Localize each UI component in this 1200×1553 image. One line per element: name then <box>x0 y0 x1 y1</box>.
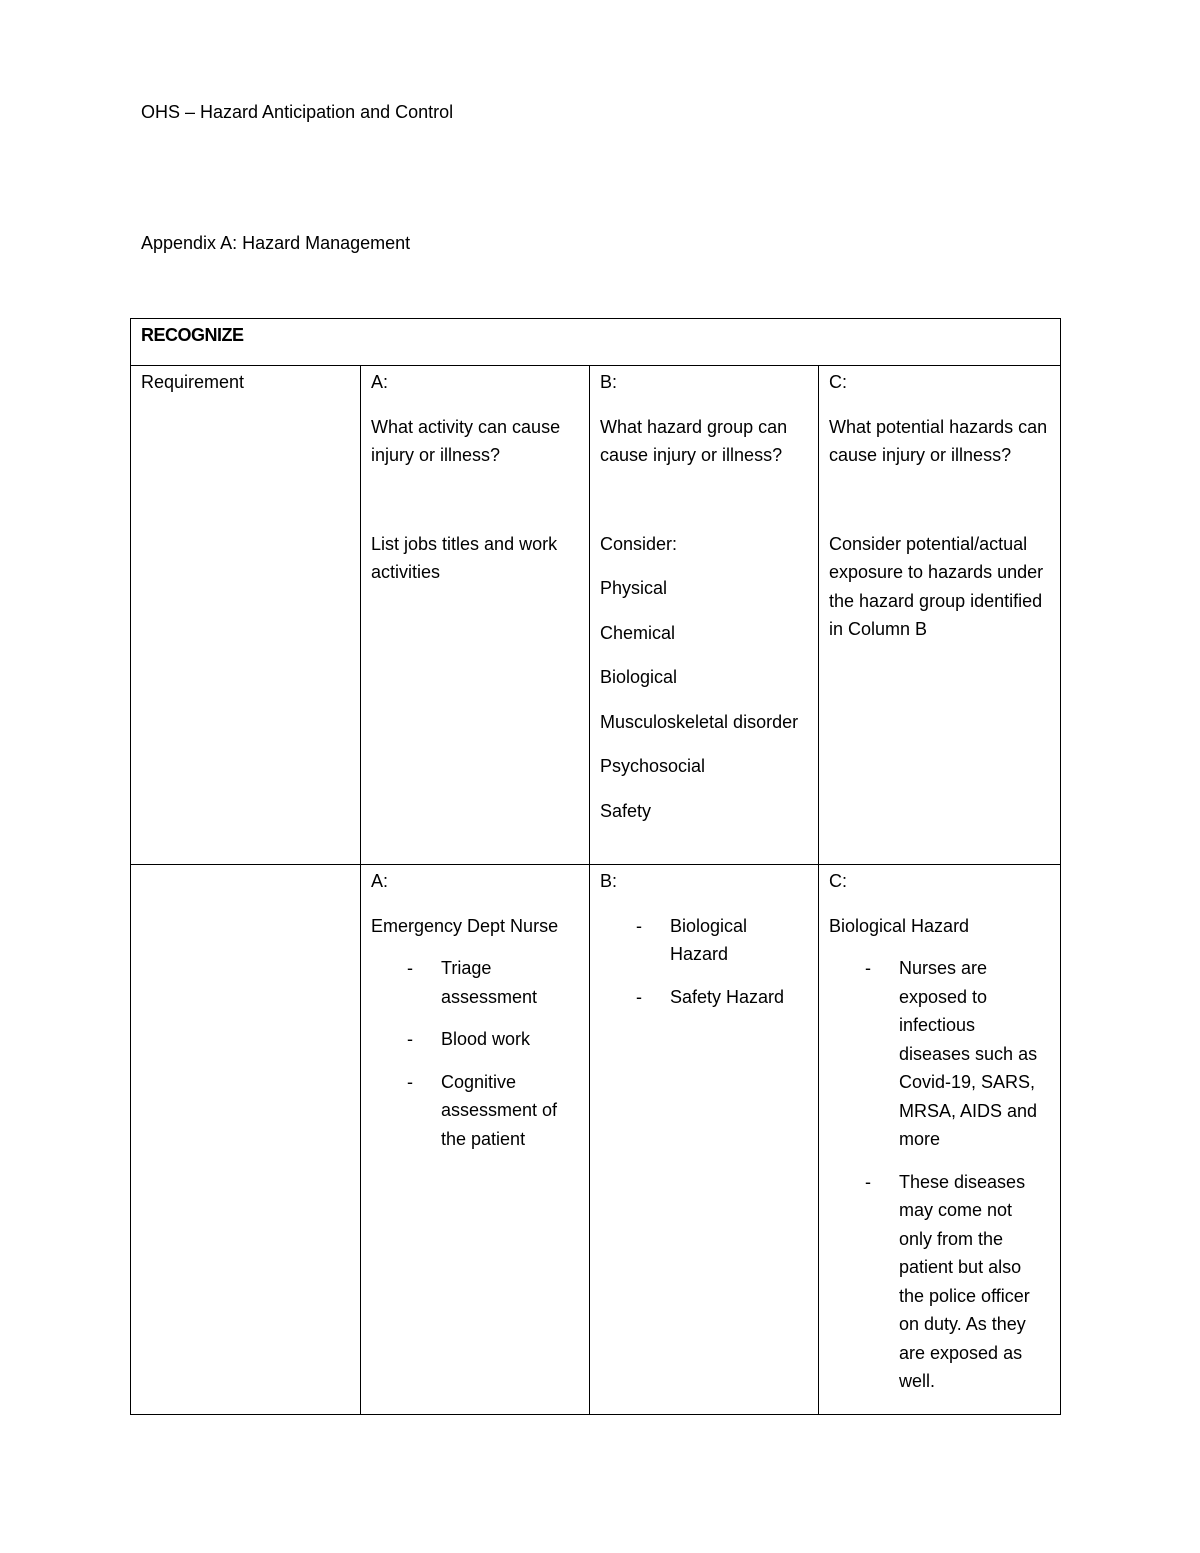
hazard-group-item: Psychosocial <box>600 756 706 776</box>
answer-col-c <box>819 865 1061 1415</box>
detail-text: These diseases may come not only from the patient but also the police officer on duty. As they are exposed as well. <box>899 1171 1030 1391</box>
hazard-group-item: Chemical <box>600 622 676 643</box>
hazard-title: Biological Hazard <box>829 915 970 936</box>
recognize-row <box>131 319 1061 366</box>
answer-col-a <box>361 865 590 1415</box>
answer-col-a-letter: A: <box>371 871 389 891</box>
col-b-letter: B: <box>600 372 618 392</box>
col-b-consider: Consider: <box>600 533 678 554</box>
recognize-cell <box>131 319 1061 366</box>
col-a-question: What activity can cause injury or illness? <box>371 416 561 465</box>
answer-col-c-letter: C: <box>829 871 847 891</box>
activity-text: Blood work <box>441 1029 531 1049</box>
hazard-text: Safety Hazard <box>670 986 785 1007</box>
list-item <box>600 983 808 1012</box>
hazard-list <box>600 912 808 1012</box>
hazard-group-item: Biological <box>600 667 678 687</box>
col-c-question: What potential hazards can cause injury or illness? <box>829 416 1048 465</box>
hazard-text: Biological Hazard <box>670 915 748 964</box>
job-title: Emergency Dept Nurse <box>371 915 559 936</box>
col-a-instruction: List jobs titles and work activities <box>371 533 558 582</box>
requirement-label: Requirement <box>141 372 245 392</box>
hazard-group-item: Physical <box>600 578 668 598</box>
list-item <box>371 1025 579 1054</box>
answer-col-b <box>590 865 819 1415</box>
col-a-letter: A: <box>371 372 389 392</box>
hazard-group-list <box>600 574 808 825</box>
activity-text: Cognitive assessment of the patient <box>441 1071 558 1149</box>
list-item <box>371 954 579 1011</box>
answer-label-cell <box>131 865 361 1415</box>
list-item <box>371 1068 579 1154</box>
document-title: OHS – Hazard Anticipation and Control <box>141 102 454 122</box>
col-c-instruction: Consider potential/actual exposure to hazards under the hazard group identified in Column B <box>829 533 1044 639</box>
list-item <box>600 912 808 969</box>
appendix-title: Appendix A: Hazard Management <box>141 233 411 253</box>
dash-bullet-icon: - <box>865 1171 871 1192</box>
requirement-col-b <box>590 366 819 865</box>
dash-bullet-icon: - <box>636 915 642 936</box>
requirement-col-a <box>361 366 590 865</box>
list-item <box>829 1168 1050 1396</box>
requirement-col-c <box>819 366 1061 865</box>
answer-col-b-letter: B: <box>600 871 618 891</box>
dash-bullet-icon: - <box>636 986 642 1007</box>
hazard-management-table <box>130 318 1061 1415</box>
section-title: RECOGNIZE <box>141 325 244 345</box>
col-c-letter: C: <box>829 372 847 392</box>
hazard-group-item: Musculoskeletal disorder <box>600 711 799 732</box>
activity-text: Triage assessment <box>441 958 538 1007</box>
hazard-group-item: Safety <box>600 800 652 821</box>
answer-row <box>131 865 1061 1415</box>
activity-list <box>371 954 579 1153</box>
requirement-row <box>131 366 1061 865</box>
hazard-detail-list <box>829 954 1050 1396</box>
col-b-question: What hazard group can cause injury or illness? <box>600 416 788 465</box>
dash-bullet-icon: - <box>407 1029 413 1049</box>
list-item <box>829 954 1050 1154</box>
dash-bullet-icon: - <box>407 1071 413 1092</box>
dash-bullet-icon: - <box>407 958 413 978</box>
dash-bullet-icon: - <box>865 958 871 978</box>
detail-text: Nurses are exposed to infectious diseases such as Covid-19, SARS, MRSA, AIDS and more <box>899 958 1038 1149</box>
requirement-label-cell <box>131 366 361 865</box>
